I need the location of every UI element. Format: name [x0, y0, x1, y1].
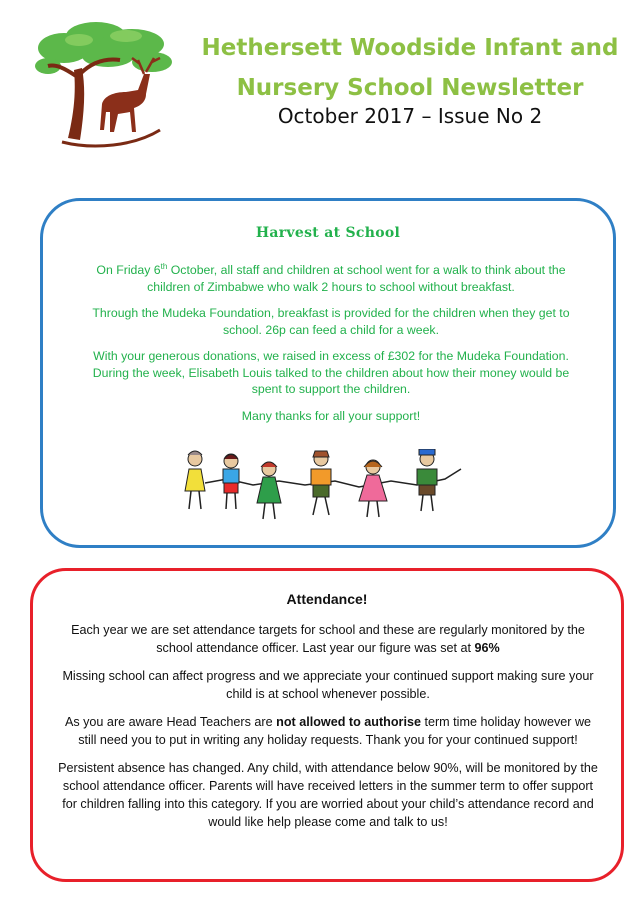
attendance-paragraph-1 — [55, 621, 601, 657]
attendance-body — [55, 621, 601, 841]
attendance-p3-bold: not allowed to authorise — [276, 715, 421, 729]
attendance-p3-text-2: term time holiday however we still need you to put in writing any holiday requests. Thank you for your continued support! — [78, 715, 592, 747]
attendance-paragraph-4: Persistent absence has changed. Any child, with attendance below 90%, will be monitored by the school attendance officer. Parents will have received letters in the summer term to offer support for children falling into this category. If you are worried about your child’s attendance record and would like help please come and talk to us! — [58, 761, 598, 829]
harvest-p1-text-2: October, all staff and children at school went for a walk to think about the children of Zimbabwe who walk 2 hours to school without breakfast. — [147, 263, 566, 294]
harvest-heading: Harvest at School — [255, 225, 401, 241]
children-holding-hands-icon — [183, 449, 473, 525]
attendance-section — [30, 568, 624, 882]
attendance-heading: Attendance! — [286, 591, 368, 607]
attendance-target-value: 96% — [474, 641, 500, 655]
harvest-p1-sup: th — [160, 262, 168, 271]
harvest-paragraph-4: Many thanks for all your support! — [241, 408, 421, 423]
harvest-paragraph-3: With your generous donations, we raised in excess of £302 for the Mudeka Foundation. During the week, Elisabeth Louis talked to the children about how their money would be spent to support the children. — [92, 349, 570, 397]
attendance-p3-text: As you are aware Head Teachers are — [64, 715, 277, 729]
harvest-section — [40, 198, 616, 548]
tree-deer-logo-icon — [34, 18, 174, 148]
title-line-1: Hethersett Woodside Infant and — [201, 35, 619, 61]
title-line-2: Nursery School Newsletter — [236, 75, 584, 101]
attendance-paragraph-2: Missing school can affect progress and we appreciate your continued support making sure your child is at school whenever possible. — [62, 669, 594, 701]
harvest-paragraph-2: Through the Mudeka Foundation, breakfast is provided for the children when they get to school. 26p can feed a child for a week. — [92, 306, 570, 337]
harvest-p1-text: On Friday 6 — [96, 263, 161, 278]
attendance-p1-text: Each year we are set attendance targets for school and these are regularly monitored by the school attendance officer. Last year our figure was set at — [71, 623, 585, 655]
harvest-paragraph-1 — [81, 259, 581, 295]
harvest-body — [81, 259, 581, 434]
newsletter-title — [190, 28, 630, 108]
attendance-paragraph-3 — [55, 713, 601, 749]
issue-date: October 2017 – Issue No 2 — [277, 104, 543, 128]
